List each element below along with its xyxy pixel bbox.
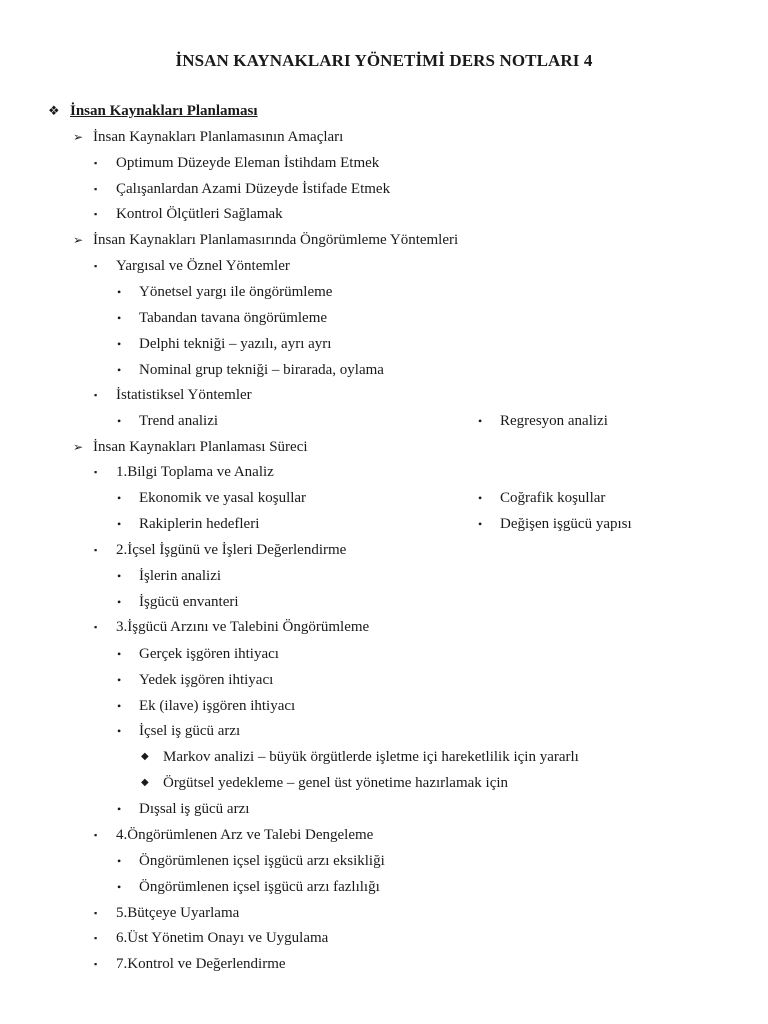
list-item: Öngörümlenen içsel işgücü arzı fazlılığı xyxy=(139,879,380,895)
list-item: Nominal grup tekniği – birarada, oylama xyxy=(139,362,384,378)
dot-bullet-icon: • xyxy=(117,647,122,661)
dot-bullet-icon: • xyxy=(478,491,483,505)
list-item: Dışsal iş gücü arzı xyxy=(139,801,250,817)
list-item: Örgütsel yedekleme – genel üst yönetime hazırlamak için xyxy=(163,775,509,791)
list-item: Gerçek işgören ihtiyacı xyxy=(139,646,279,662)
square-bullet-icon: ▪ xyxy=(94,467,98,477)
section-heading: İnsan Kaynakları Planlaması xyxy=(70,103,258,119)
dot-bullet-icon: • xyxy=(117,673,122,687)
dot-bullet-icon: • xyxy=(117,569,122,583)
dot-bullet-icon: • xyxy=(478,517,483,531)
list-item: İşlerin analizi xyxy=(139,568,222,584)
dot-bullet-icon: • xyxy=(117,724,122,738)
list-item: 4.Öngörümlenen Arz ve Talebi Dengeleme xyxy=(116,827,374,843)
list-item: 5.Bütçeye Uyarlama xyxy=(116,905,240,921)
list-item: 1.Bilgi Toplama ve Analiz xyxy=(116,464,274,480)
dot-bullet-icon: • xyxy=(117,595,122,609)
square-bullet-icon: ▪ xyxy=(94,959,98,969)
list-item: Yargısal ve Öznel Yöntemler xyxy=(116,258,290,274)
dot-bullet-icon: • xyxy=(117,802,122,816)
diamond-bullet-icon: ◆ xyxy=(141,777,149,788)
diamond-bullet-icon: ◆ xyxy=(141,751,149,762)
dot-bullet-icon: • xyxy=(117,699,122,713)
list-item: 6.Üst Yönetim Onayı ve Uygulama xyxy=(116,930,329,946)
dot-bullet-icon: • xyxy=(117,517,122,531)
list-item: Rakiplerin hedefleri xyxy=(139,516,260,532)
subheading-surec: İnsan Kaynakları Planlaması Süreci xyxy=(93,439,308,455)
list-item: Öngörümlenen içsel işgücü arzı eksikliği xyxy=(139,853,385,869)
dot-bullet-icon: • xyxy=(478,414,483,428)
dot-bullet-icon: • xyxy=(117,285,122,299)
square-bullet-icon: ▪ xyxy=(94,184,98,194)
arrow-bullet-icon: ➢ xyxy=(73,233,84,247)
document-title: İNSAN KAYNAKLARI YÖNETİMİ DERS NOTLARI 4 xyxy=(175,51,593,70)
square-bullet-icon: ▪ xyxy=(94,933,98,943)
dot-bullet-icon: • xyxy=(117,854,122,868)
dot-bullet-icon: • xyxy=(117,491,122,505)
square-bullet-icon: ▪ xyxy=(94,545,98,555)
list-item: 7.Kontrol ve Değerlendirme xyxy=(116,956,286,972)
list-item: Delphi tekniği – yazılı, ayrı ayrı xyxy=(139,336,332,352)
list-item: Değişen işgücü yapısı xyxy=(500,516,632,532)
list-item: İstatistiksel Yöntemler xyxy=(116,387,252,403)
list-item: 3.İşgücü Arzını ve Talebini Öngörümleme xyxy=(116,619,370,635)
list-item: İçsel iş gücü arzı xyxy=(139,723,241,739)
list-item: Kontrol Ölçütleri Sağlamak xyxy=(116,206,283,222)
dot-bullet-icon: • xyxy=(117,311,122,325)
square-bullet-icon: ▪ xyxy=(94,622,98,632)
dot-bullet-icon: • xyxy=(117,363,122,377)
list-item: Yönetsel yargı ile öngörümleme xyxy=(139,284,333,300)
list-item: Coğrafik koşullar xyxy=(500,490,606,506)
square-bullet-icon: ▪ xyxy=(94,830,98,840)
list-item: Ekonomik ve yasal koşullar xyxy=(139,490,307,506)
list-item: 2.İçsel İşgünü ve İşleri Değerlendirme xyxy=(116,542,347,558)
dot-bullet-icon: • xyxy=(117,337,122,351)
list-item: Regresyon analizi xyxy=(500,413,608,429)
list-item: Çalışanlardan Azami Düzeyde İstifade Etmek xyxy=(116,181,391,197)
list-item: İşgücü envanteri xyxy=(139,594,239,610)
list-item: Trend analizi xyxy=(139,413,219,429)
square-bullet-icon: ▪ xyxy=(94,261,98,271)
dot-bullet-icon: • xyxy=(117,880,122,894)
square-bullet-icon: ▪ xyxy=(94,209,98,219)
list-item: Yedek işgören ihtiyacı xyxy=(139,672,274,688)
subheading-amaclar: İnsan Kaynakları Planlamasının Amaçları xyxy=(93,129,344,145)
list-item: Tabandan tavana öngörümleme xyxy=(139,310,328,326)
list-item: Ek (ilave) işgören ihtiyacı xyxy=(139,698,296,714)
list-item: Optimum Düzeyde Eleman İstihdam Etmek xyxy=(116,155,380,171)
dot-bullet-icon: • xyxy=(117,414,122,428)
square-bullet-icon: ▪ xyxy=(94,390,98,400)
square-bullet-icon: ▪ xyxy=(94,908,98,918)
square-bullet-icon: ▪ xyxy=(94,158,98,168)
arrow-bullet-icon: ➢ xyxy=(73,130,84,144)
list-item: Markov analizi – büyük örgütlerde işletme içi hareketlilik için yararlı xyxy=(163,749,579,765)
section-bullet-icon: ❖ xyxy=(48,103,60,118)
arrow-bullet-icon: ➢ xyxy=(73,440,84,454)
subheading-yontemler: İnsan Kaynakları Planlamasırında Öngörümleme Yöntemleri xyxy=(93,232,459,248)
